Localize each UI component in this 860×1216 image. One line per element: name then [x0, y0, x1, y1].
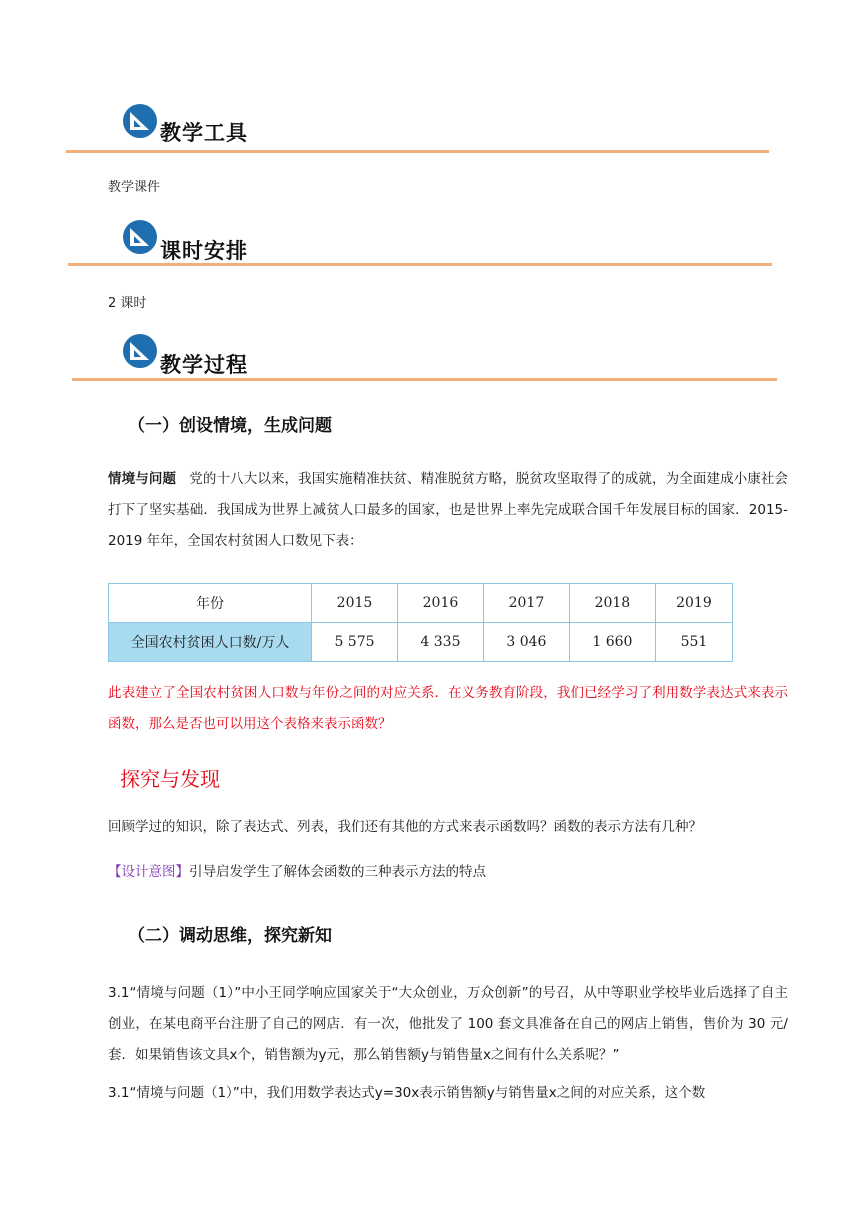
- table-cell: 5 575: [312, 623, 398, 662]
- table-cell: 2018: [569, 584, 655, 623]
- section-divider: [66, 150, 769, 153]
- new-knowledge-paragraph-1: 3.1“情境与问题（1）”中小王同学响应国家关于“大众创业，万众创新”的号召，从中等职业学校毕业后选择了自主创业，在某电商平台注册了自己的网店．有一次，他批发了 100 套文具准备在自己的网店上销售，售价为 30 元/套．如果销售该文具x个，销售额为y元，那么销售额y与销售量x之间有什么关系呢？”: [108, 985, 788, 1063]
- table-explanation: 此表建立了全国农村贫困人口数与年份之间的对应关系．在义务教育阶段，我们已经学习了利用数学表达式来表示函数，那么是否也可以用这个表格来表示函数？: [108, 685, 788, 732]
- table-header-population: 全国农村贫困人口数/万人: [109, 623, 312, 662]
- section-content-schedule: 2 课时: [108, 296, 147, 311]
- explore-heading: 探究与发现: [120, 767, 220, 791]
- table-cell: 551: [655, 623, 732, 662]
- subheading-explore-new: （二）调动思维，探究新知: [128, 926, 332, 946]
- section-content-tools: 教学课件: [108, 180, 161, 195]
- table-cell: 2017: [483, 584, 569, 623]
- new-knowledge-paragraph-2: 3.1“情境与问题（1）”中，我们用数学表达式y=30x表示销售额y与销售量x之间的对应关系，这个数: [108, 1085, 706, 1101]
- table-cell: 2016: [397, 584, 483, 623]
- situation-label: 情境与问题: [108, 471, 177, 487]
- section-divider: [68, 263, 772, 266]
- triangle-ruler-icon: [122, 219, 158, 255]
- section-title-schedule: 课时安排: [160, 239, 248, 263]
- subheading-create-situation: （一）创设情境，生成问题: [128, 416, 332, 436]
- table-cell: 2015: [312, 584, 398, 623]
- situation-text: 党的十八大以来，我国实施精准扶贫、精准脱贫方略，脱贫攻坚取得了的成就，为全面建成小康社会打下了坚实基础．我国成为世界上减贫人口最多的国家，也是世界上率先完成联合国千年发展目标的国家．2015-2019 年年，全国农村贫困人口数见下表：: [108, 471, 789, 549]
- poverty-table: [108, 583, 733, 662]
- table-cell: 1 660: [569, 623, 655, 662]
- explore-question: 回顾学过的知识，除了表达式、列表，我们还有其他的方式来表示函数吗？函数的表示方法有几种？: [108, 819, 702, 835]
- table-row: [109, 584, 733, 623]
- table-cell: 4 335: [397, 623, 483, 662]
- triangle-ruler-icon: [122, 333, 158, 369]
- design-intent: [108, 857, 788, 888]
- design-intent-label: 【设计意图】: [108, 864, 189, 880]
- table-row: [109, 623, 733, 662]
- section-title-process: 教学过程: [160, 353, 248, 377]
- design-intent-text: 引导启发学生了解体会函数的三种表示方法的特点: [189, 864, 486, 880]
- situation-paragraph: [108, 464, 788, 557]
- section-title-tools: 教学工具: [160, 121, 248, 145]
- section-divider: [72, 378, 777, 381]
- table-cell: 3 046: [483, 623, 569, 662]
- table-cell: 2019: [655, 584, 732, 623]
- triangle-ruler-icon: [122, 103, 158, 139]
- table-header-year: 年份: [109, 584, 312, 623]
